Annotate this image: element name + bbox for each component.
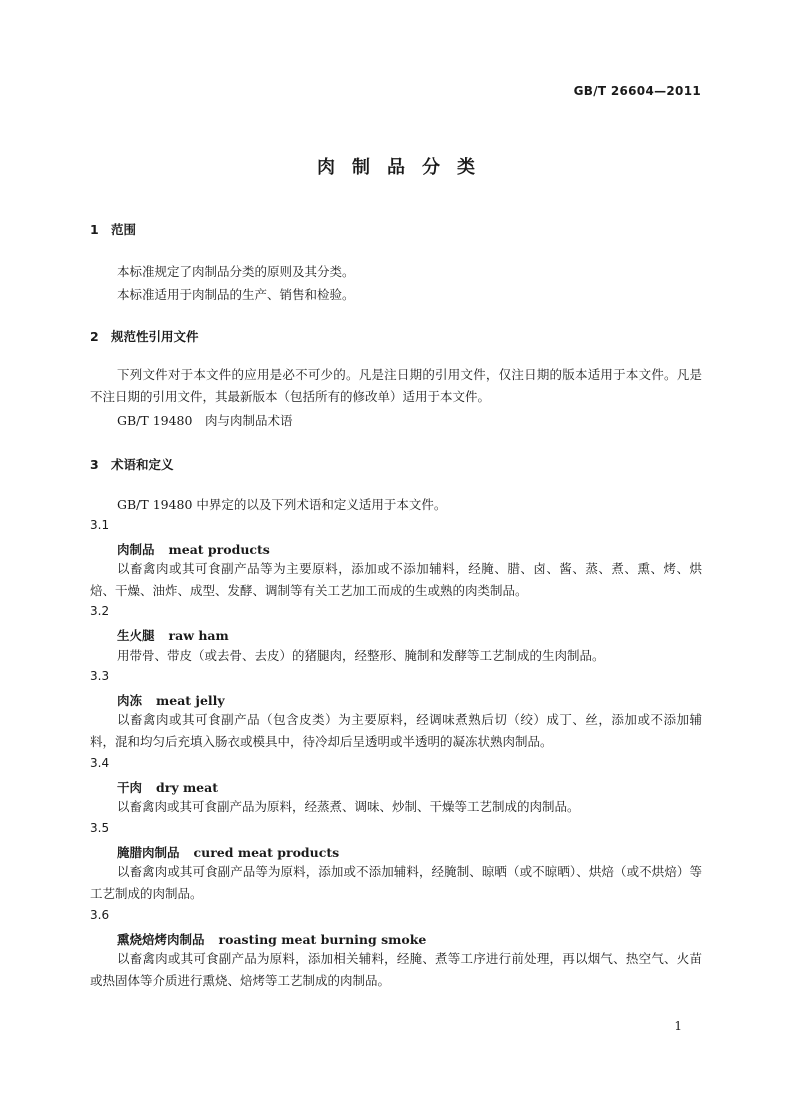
section-title: 规范性引用文件 xyxy=(111,329,199,344)
term-definition: 以畜禽肉或其可食副产品为原料，添加相关辅料，经腌、煮等工序进行前处理，再以烟气、热空气、火苗或热固体等介质进行熏烧、焙烤等工艺制成的肉制品。 xyxy=(90,951,702,988)
term-cn: 肉冻 xyxy=(117,693,143,708)
term-definition: 以畜禽肉或其可食副产品（包含皮类）为主要原料，经调味煮熟后切（绞）成丁、丝，添加或不添加辅料，混和均匀后充填入肠衣或模具中，待冷却后呈透明或半透明的凝冻状熟肉制品。 xyxy=(90,712,702,749)
term-cn: 干肉 xyxy=(117,780,143,795)
section-number: 2 xyxy=(90,329,99,344)
term-definition: 以畜禽肉或其可食副产品等为主要原料，添加或不添加辅料，经腌、腊、卤、酱、蒸、煮、熏、烤、烘焙、干燥、油炸、成型、发酵、调制等有关工艺加工而成的生或熟的肉类制品。 xyxy=(90,561,702,598)
section-3-heading xyxy=(90,455,174,473)
paragraph: GB/T 19480 中界定的以及下列术语和定义适用于本文件。 xyxy=(117,497,447,512)
clause-number: 3.2 xyxy=(90,604,110,618)
term-en: roasting meat burning smoke xyxy=(218,932,427,947)
term-entry xyxy=(117,691,225,709)
term-entry xyxy=(117,778,218,796)
clause-number: 3.1 xyxy=(90,518,110,532)
clause-number: 3.4 xyxy=(90,756,110,770)
section-title: 范围 xyxy=(111,222,137,237)
clause-number: 3.3 xyxy=(90,669,110,683)
term-en: dry meat xyxy=(156,780,219,795)
term-definition: 用带骨、带皮（或去骨、去皮）的猪腿肉，经整形、腌制和发酵等工艺制成的生肉制品。 xyxy=(117,648,605,663)
paragraph: 本标准规定了肉制品分类的原则及其分类。 xyxy=(117,264,355,279)
term-cn: 熏烧焙烤肉制品 xyxy=(117,932,205,947)
term-cn: 肉制品 xyxy=(117,542,155,557)
section-1-heading xyxy=(90,220,136,238)
term-entry xyxy=(117,930,426,948)
term-entry xyxy=(117,843,339,861)
normative-reference: GB/T 19480 肉与肉制品术语 xyxy=(117,413,293,428)
section-2-heading xyxy=(90,327,199,345)
clause-number: 3.5 xyxy=(90,821,110,835)
paragraph: 下列文件对于本文件的应用是必不可少的。凡是注日期的引用文件，仅注日期的版本适用于本文件。凡是不注日期的引用文件，其最新版本（包括所有的修改单）适用于本文件。 xyxy=(90,367,702,404)
term-entry xyxy=(117,540,270,558)
page-number: 1 xyxy=(674,1019,682,1033)
section-number: 1 xyxy=(90,222,99,237)
term-entry xyxy=(117,626,229,644)
term-definition: 以畜禽肉或其可食副产品为原料，经蒸煮、调味、炒制、干燥等工艺制成的肉制品。 xyxy=(117,799,580,814)
term-cn: 腌腊肉制品 xyxy=(117,845,180,860)
document-title: 肉制品分类 xyxy=(317,157,492,178)
standard-number: GB/T 26604—2011 xyxy=(573,84,701,98)
term-en: raw ham xyxy=(168,628,229,643)
term-cn: 生火腿 xyxy=(117,628,155,643)
term-en: meat jelly xyxy=(156,693,225,708)
paragraph: 本标准适用于肉制品的生产、销售和检验。 xyxy=(117,287,355,302)
section-title: 术语和定义 xyxy=(111,457,174,472)
clause-number: 3.6 xyxy=(90,908,110,922)
term-en: cured meat products xyxy=(193,845,340,860)
term-en: meat products xyxy=(168,542,270,557)
term-definition: 以畜禽肉或其可食副产品等为原料，添加或不添加辅料，经腌制、晾晒（或不晾晒）、烘焙（或不烘焙）等工艺制成的肉制品。 xyxy=(90,864,702,901)
section-number: 3 xyxy=(90,457,99,472)
